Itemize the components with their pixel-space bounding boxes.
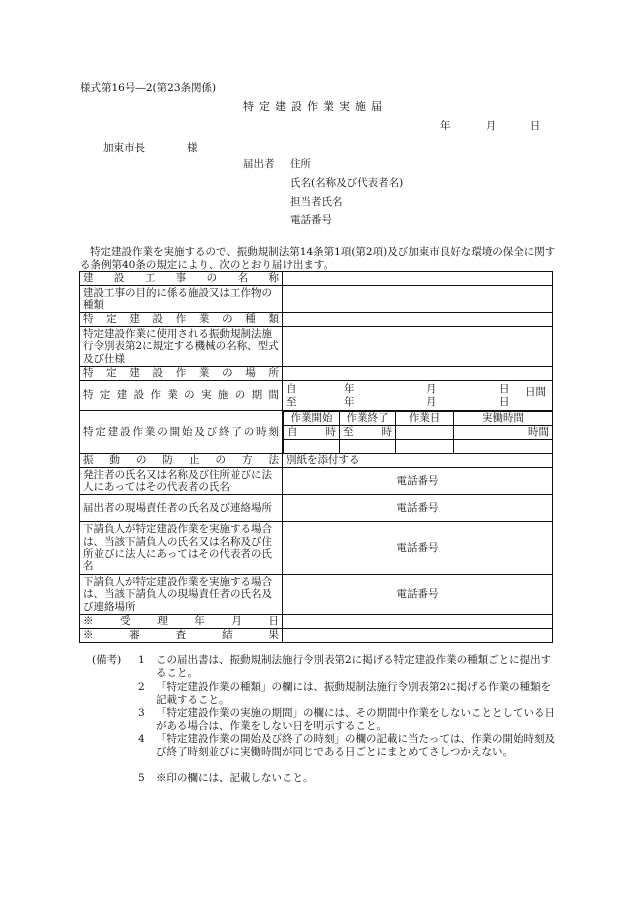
subcontractor-phone-label: 電話番号 <box>396 541 439 554</box>
orderer-label: 発注者の氏名又は名称及び住所並びに法人にあってはその代表者の氏名 <box>80 468 283 495</box>
period-to-month: 月 <box>426 395 437 408</box>
note-item <box>138 654 556 680</box>
machine-info-value[interactable] <box>283 327 553 367</box>
work-day-cell-2[interactable] <box>396 440 454 454</box>
construction-name-label: 建設工事の名称 <box>80 272 283 286</box>
start-hour-label: 時 <box>325 426 336 439</box>
facility-type-label: 建設工事の目的に係る施設又は工作物の種類 <box>80 286 283 313</box>
actual-hours-cell-2[interactable] <box>454 440 553 454</box>
period-to-day: 日 <box>499 395 510 408</box>
actual-hours-cell[interactable] <box>454 426 553 440</box>
work-time-value[interactable] <box>283 411 553 454</box>
facility-type-value[interactable] <box>283 286 553 313</box>
machine-info-label: 特定建設作業に使用される振動規制法施行令別表第2に規定する機械の名称、型式及び仕様 <box>80 327 283 367</box>
hours-unit-label: 時間 <box>528 426 549 439</box>
note-text: 「特定建設作業の開始及び終了の時刻」の欄の記載に当たっては、作業の開始時刻及び終了時刻並びに実働時間が同じである日ごとにまとめてさしつかえない。 <box>156 733 555 758</box>
work-place-label: 特定建設作業の場所 <box>80 367 283 381</box>
note-text: 「特定建設作業の実施の期間」の欄には、その期間中作業をしないこととしている日がある場合は、作業をしない日を明示すること。 <box>156 707 555 732</box>
submission-date <box>432 120 540 133</box>
orderer-value[interactable] <box>283 468 553 495</box>
period-to-row <box>283 396 552 408</box>
period-days-unit: 日間 <box>525 385 546 398</box>
start-from-label: 自 <box>287 426 298 439</box>
work-place-value[interactable] <box>283 367 553 381</box>
work-end-header: 作業終了 <box>340 412 396 426</box>
work-period-value[interactable] <box>283 381 553 411</box>
work-day-header: 作業日 <box>396 412 454 426</box>
work-period-label: 特定建設作業の実施の期間 <box>80 381 283 411</box>
note-item <box>138 772 556 785</box>
work-day-cell[interactable] <box>396 426 454 440</box>
subcontractor-value[interactable] <box>283 522 553 575</box>
period-from-month: 月 <box>426 383 437 396</box>
notification-table <box>79 271 553 643</box>
receipt-date-value <box>283 615 553 629</box>
document-title: 特定建設作業実施届 <box>243 100 387 113</box>
actual-hours-header: 実働時間 <box>454 412 553 426</box>
applicant-address-label: 住所 <box>290 158 311 170</box>
note-text: ※印の欄には、記載しないこと。 <box>156 772 314 784</box>
period-from-day: 日 <box>499 383 510 396</box>
note-number: 5 <box>138 772 145 784</box>
work-end-cell[interactable] <box>340 426 396 440</box>
period-from-year: 年 <box>344 383 355 396</box>
addressee: 加東市長 様 <box>103 142 198 154</box>
period-from-row <box>283 383 552 395</box>
work-start-cell[interactable] <box>284 426 340 440</box>
receipt-date-label: ※受理年月日 <box>80 615 283 629</box>
form-number: 様式第16号―2(第23条関係) <box>80 82 217 94</box>
work-end-cell-2[interactable] <box>340 440 396 454</box>
note-number: 4 <box>138 733 145 745</box>
construction-name-value[interactable] <box>283 272 553 286</box>
date-month-label: 月 <box>485 120 497 132</box>
review-result-value <box>283 629 553 643</box>
applicant-phone-label: 電話番号 <box>290 214 332 226</box>
note-item <box>138 681 556 707</box>
notes-heading: (備考) <box>92 654 122 666</box>
work-time-label: 特定建設作業の開始及び終了の時刻 <box>80 411 283 454</box>
period-to-year: 年 <box>344 395 355 408</box>
note-item <box>138 707 556 733</box>
note-number: 2 <box>138 681 145 693</box>
subcontractor-manager-phone-label: 電話番号 <box>396 588 439 601</box>
prevention-method-label: 振動の防止の方法 <box>80 454 283 468</box>
applicant-label: 届出者 <box>243 158 275 170</box>
intro-text: 特定建設作業を実施するので、振動規制法第14条第1項(第2項)及び加東市良好な環境の保全に関する条例第40条の規定により、次のとおり届け出ます。 <box>80 246 556 271</box>
note-text: この届出書は、振動規制法施行令別表第2に掲げる特定建設作業の種類ごとに提出すること。 <box>156 654 552 679</box>
applicant-contact-label: 担当者氏名 <box>290 196 343 208</box>
work-type-label: 特定建設作業の種類 <box>80 313 283 327</box>
subcontractor-manager-label: 下請負人が特定建設作業を実施する場合は、当該下請負人の現場責任者の氏名及び連絡場所 <box>80 575 283 615</box>
work-type-value[interactable] <box>283 313 553 327</box>
work-start-cell-2[interactable] <box>284 440 340 454</box>
site-manager-label: 届出者の現場責任者の氏名及び連絡場所 <box>80 495 283 522</box>
note-number: 3 <box>138 707 145 719</box>
note-item <box>138 733 556 759</box>
subcontractor-label: 下請負人が特定建設作業を実施する場合は、当該下請負人の氏名又は名称及び住所並びに法人にあってはその代表者の氏名 <box>80 522 283 575</box>
applicant-name-label: 氏名(名称及び代表者名) <box>290 177 404 189</box>
date-year-label: 年 <box>440 120 451 132</box>
orderer-phone-label: 電話番号 <box>396 474 439 487</box>
site-manager-value[interactable] <box>283 495 553 522</box>
review-result-label: ※審査結果 <box>80 629 283 643</box>
date-day-label: 日 <box>529 120 541 132</box>
prevention-method-value[interactable]: 別紙を添付する <box>283 454 553 468</box>
note-text: 「特定建設作業の種類」の欄には、振動規制法施行令別表第2に掲げる作業の種類を記載すること。 <box>156 681 552 706</box>
period-from-label: 自 <box>286 383 297 396</box>
period-to-label: 至 <box>286 395 297 408</box>
site-manager-phone-label: 電話番号 <box>396 501 439 514</box>
note-number: 1 <box>138 654 145 666</box>
work-start-header: 作業開始 <box>284 412 340 426</box>
work-time-grid <box>283 411 552 453</box>
end-to-label: 至 <box>343 426 354 439</box>
end-hour-label: 時 <box>381 426 392 439</box>
subcontractor-manager-value[interactable] <box>283 575 553 615</box>
